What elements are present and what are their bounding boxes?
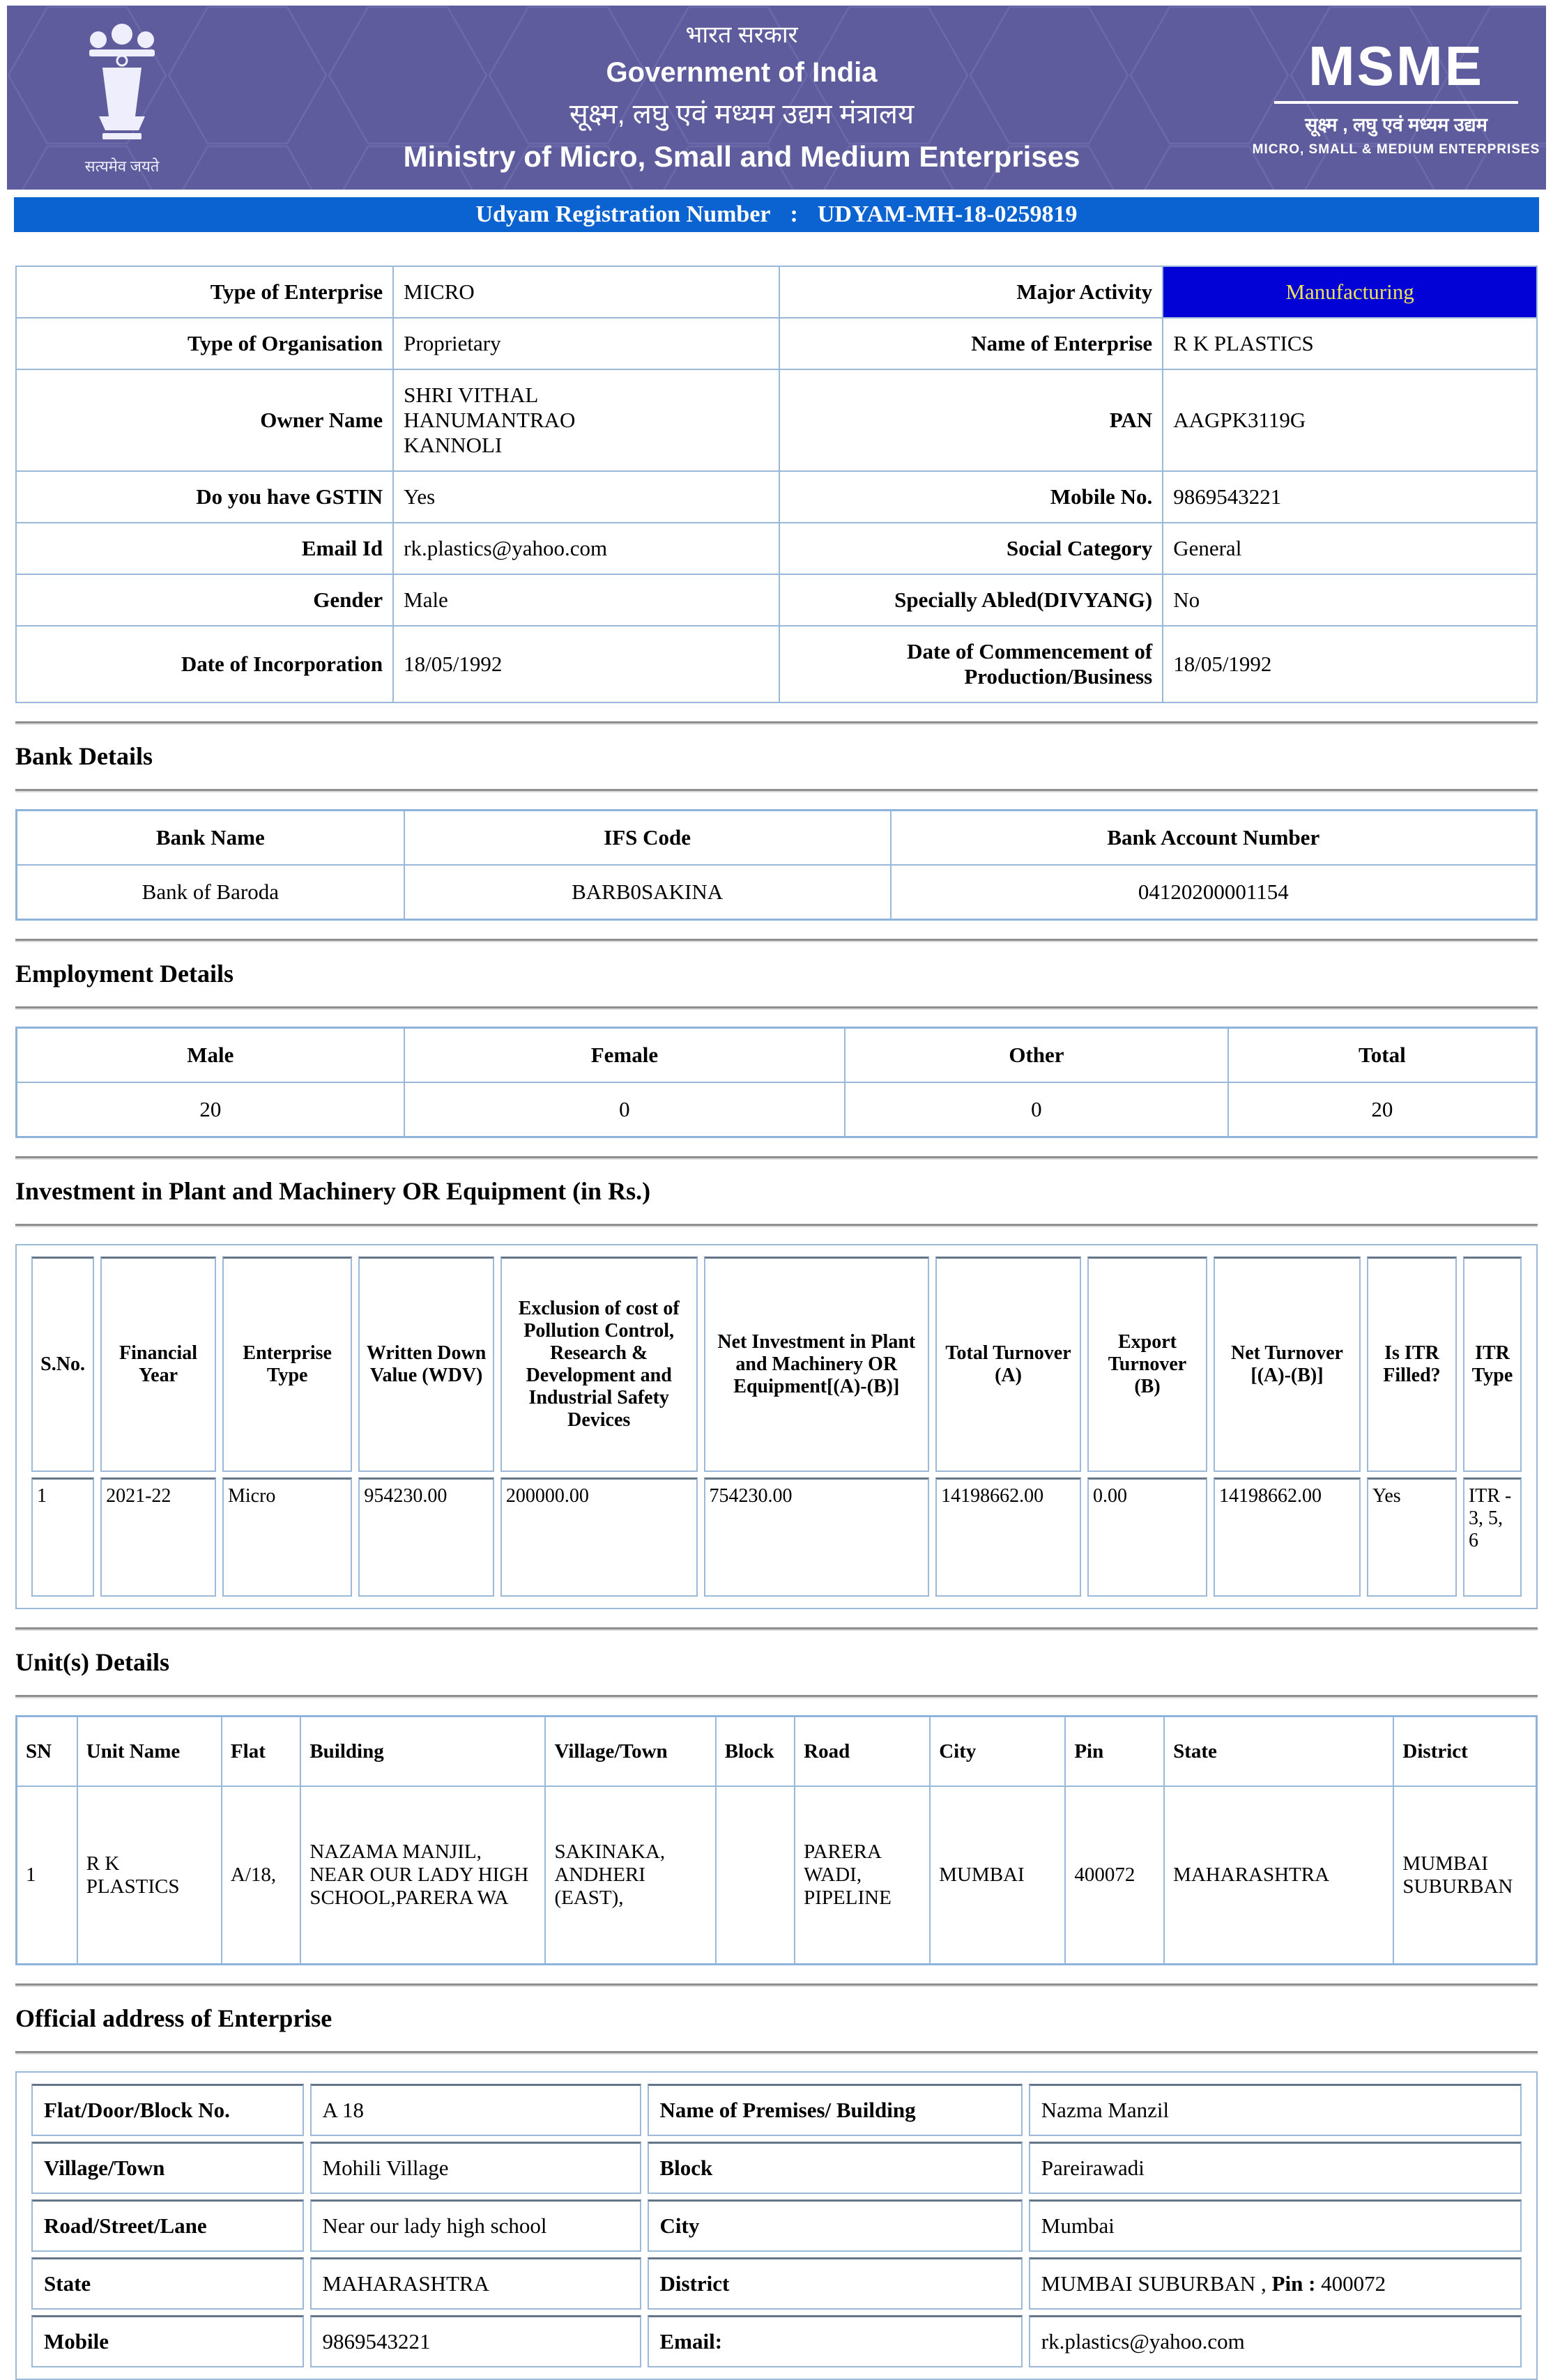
- other-count: 0: [845, 1082, 1228, 1137]
- udyam-registration-bar: [14, 197, 1539, 232]
- unit-building-value: NAZAMA MANJIL, NEAR OUR LADY HIGH SCHOOL,PARERA WA: [300, 1786, 545, 1965]
- table-row: [31, 2084, 1522, 2136]
- bank-account-number-value: 04120200001154: [891, 865, 1537, 920]
- road-street-lane-label: Road/Street/Lane: [31, 2199, 304, 2252]
- gstin-value: Yes: [393, 471, 779, 523]
- banner-line-hindi-ministry: सूक्ष्म, लघु एवं मध्यम उद्यम मंत्रालय: [569, 99, 915, 130]
- unit-sn-value: 1: [17, 1786, 77, 1965]
- enterprise-type-header: Enterprise Type: [222, 1257, 352, 1472]
- table-row: [16, 369, 1537, 471]
- mobile-no-value: 9869543221: [1163, 471, 1537, 523]
- gender-label: Gender: [16, 574, 393, 626]
- table-row: [31, 2315, 1522, 2367]
- table-header-row: [17, 811, 1537, 866]
- road-street-lane-value: Near our lady high school: [310, 2199, 641, 2252]
- section-divider: [15, 1983, 1538, 1986]
- email-label: Email:: [648, 2315, 1023, 2367]
- itr-type-value: ITR - 3, 5, 6: [1463, 1477, 1522, 1597]
- section-divider: [15, 1224, 1538, 1226]
- employment-details-table: [15, 1027, 1538, 1138]
- pan-value: AAGPK3119G: [1163, 369, 1537, 471]
- registration-number-separator: :: [790, 201, 798, 227]
- bank-name-header: Bank Name: [17, 811, 404, 866]
- table-row: [17, 1786, 1537, 1965]
- table-row: [16, 266, 1537, 318]
- unit-name-value: R K PLASTICS: [77, 1786, 222, 1965]
- total-count: 20: [1228, 1082, 1537, 1137]
- building-header: Building: [300, 1717, 545, 1787]
- enterprise-details-table: [15, 266, 1538, 703]
- section-divider: [15, 1627, 1538, 1629]
- export-turnover-value: 0.00: [1087, 1477, 1207, 1597]
- table-row: [16, 626, 1537, 703]
- total-turnover-value: 14198662.00: [935, 1477, 1081, 1597]
- specially-abled-label: Specially Abled(DIVYANG): [779, 574, 1163, 626]
- unit-road-value: PARERA WADI, PIPELINE: [795, 1786, 930, 1965]
- section-divider: [15, 2051, 1538, 2053]
- banner-titles: [237, 20, 1246, 176]
- unit-flat-value: A/18,: [222, 1786, 300, 1965]
- type-of-organisation-value: Proprietary: [393, 318, 779, 369]
- mobile-label: Mobile: [31, 2315, 304, 2367]
- owner-name-label: Owner Name: [16, 369, 393, 471]
- investment-title: Investment in Plant and Machinery OR Equipment (in Rs.): [15, 1177, 651, 1205]
- pin-label: Pin :: [1271, 2271, 1316, 2296]
- net-investment-header: Net Investment in Plant and Machinery OR Equipment[(A)-(B)]: [704, 1257, 930, 1472]
- table-row: [31, 2142, 1522, 2194]
- mobile-no-label: Mobile No.: [779, 471, 1163, 523]
- major-activity-label: Major Activity: [779, 266, 1163, 318]
- major-activity-value: Manufacturing: [1163, 266, 1537, 318]
- date-of-incorporation-label: Date of Incorporation: [16, 626, 393, 703]
- type-of-enterprise-label: Type of Enterprise: [16, 266, 393, 318]
- date-of-commencement-label: Date of Commencement of Production/Business: [779, 626, 1163, 703]
- section-divider: [15, 1006, 1538, 1008]
- section-divider: [15, 789, 1538, 791]
- premises-building-label: Name of Premises/ Building: [648, 2084, 1023, 2136]
- flat-door-block-label: Flat/Door/Block No.: [31, 2084, 304, 2136]
- msme-logo: [1246, 34, 1546, 158]
- section-divider: [15, 721, 1538, 723]
- table-row: [16, 471, 1537, 523]
- village-town-label: Village/Town: [31, 2142, 304, 2194]
- section-divider: [15, 939, 1538, 941]
- table-header-row: [17, 1028, 1537, 1083]
- specially-abled-value: No: [1163, 574, 1537, 626]
- net-turnover-value: 14198662.00: [1214, 1477, 1361, 1597]
- govt-header-banner: [7, 6, 1546, 190]
- official-address-box: [15, 2071, 1538, 2380]
- name-of-enterprise-label: Name of Enterprise: [779, 318, 1163, 369]
- table-row: [16, 523, 1537, 574]
- district-header: District: [1393, 1717, 1536, 1787]
- wdv-value: 954230.00: [358, 1477, 494, 1597]
- net-turnover-header: Net Turnover [(A)-(B)]: [1214, 1257, 1361, 1472]
- social-category-label: Social Category: [779, 523, 1163, 574]
- registration-number-value: UDYAM-MH-18-0259819: [817, 201, 1078, 227]
- table-row: [31, 1477, 1522, 1597]
- state-value: MAHARASHTRA: [310, 2257, 641, 2310]
- city-label: City: [648, 2199, 1023, 2252]
- date-of-commencement-value: 18/05/1992: [1163, 626, 1537, 703]
- unit-city-value: MUMBAI: [930, 1786, 1065, 1965]
- banner-line-govt-of-india: Government of India: [606, 57, 878, 88]
- village-town-value: Mohili Village: [310, 2142, 641, 2194]
- section-divider: [15, 1156, 1538, 1158]
- table-row: [31, 2199, 1522, 2252]
- city-header: City: [930, 1717, 1065, 1787]
- block-header: Block: [716, 1717, 795, 1787]
- investment-table-box: [15, 1244, 1538, 1609]
- registration-number-label: Udyam Registration Number: [475, 201, 771, 227]
- sn-header: SN: [17, 1717, 77, 1787]
- premises-building-value: Nazma Manzil: [1029, 2084, 1522, 2136]
- unit-name-header: Unit Name: [77, 1717, 222, 1787]
- wdv-header: Written Down Value (WDV): [358, 1257, 494, 1472]
- flat-door-block-value: A 18: [310, 2084, 641, 2136]
- pan-label: PAN: [779, 369, 1163, 471]
- bank-details-table: [15, 809, 1538, 921]
- net-investment-value: 754230.00: [704, 1477, 930, 1597]
- block-label: Block: [648, 2142, 1023, 2194]
- total-turnover-header: Total Turnover (A): [935, 1257, 1081, 1472]
- official-address-title: Official address of Enterprise: [15, 2004, 332, 2032]
- email-value: rk.plastics@yahoo.com: [1029, 2315, 1522, 2367]
- owner-name-value: SHRI VITHAL HANUMANTRAO KANNOLI: [393, 369, 779, 471]
- financial-year-value: 2021-22: [100, 1477, 216, 1597]
- msme-logo-hindi: सूक्ष्म , लघु एवं मध्यम उद्यम: [1305, 114, 1487, 135]
- unit-village-town-value: SAKINAKA, ANDHERI (EAST),: [545, 1786, 715, 1965]
- state-header: State: [1164, 1717, 1393, 1787]
- exclusion-cost-value: 200000.00: [500, 1477, 698, 1597]
- date-of-incorporation-value: 18/05/1992: [393, 626, 779, 703]
- enterprise-type-value: Micro: [222, 1477, 352, 1597]
- unit-pin-value: 400072: [1065, 1786, 1164, 1965]
- male-header: Male: [17, 1028, 404, 1083]
- gstin-label: Do you have GSTIN: [16, 471, 393, 523]
- city-value: Mumbai: [1029, 2199, 1522, 2252]
- export-turnover-header: Export Turnover (B): [1087, 1257, 1207, 1472]
- emblem-motto: सत्यमेव जयते: [84, 158, 160, 175]
- name-of-enterprise-value: R K PLASTICS: [1163, 318, 1537, 369]
- investment-table: [25, 1251, 1528, 1602]
- district-label: District: [648, 2257, 1023, 2310]
- female-header: Female: [404, 1028, 845, 1083]
- pin-value: 400072: [1321, 2271, 1386, 2296]
- itr-type-header: ITR Type: [1463, 1257, 1522, 1472]
- gender-value: Male: [393, 574, 779, 626]
- district-value: MUMBAI SUBURBAN , Pin : 400072: [1029, 2257, 1522, 2310]
- email-id-label: Email Id: [16, 523, 393, 574]
- block-value: Pareirawadi: [1029, 2142, 1522, 2194]
- type-of-enterprise-value: MICRO: [393, 266, 779, 318]
- msme-logo-english: MICRO, SMALL & MEDIUM ENTERPRISES: [1252, 141, 1540, 157]
- ifs-code-value: BARB0SAKINA: [404, 865, 891, 920]
- road-header: Road: [795, 1717, 930, 1787]
- official-address-table: [25, 2078, 1528, 2373]
- section-divider: [15, 1695, 1538, 1697]
- units-details-title: Unit(s) Details: [15, 1648, 169, 1676]
- table-row: [16, 318, 1537, 369]
- table-row: [31, 2257, 1522, 2310]
- exclusion-cost-header: Exclusion of cost of Pollution Control, Research & Development and Industrial Safety Devices: [500, 1257, 698, 1472]
- india-emblem-block: [7, 19, 237, 176]
- employment-details-title: Employment Details: [15, 960, 234, 988]
- male-count: 20: [17, 1082, 404, 1137]
- msme-logo-rule: [1274, 101, 1518, 104]
- unit-block-value: [716, 1786, 795, 1965]
- bank-account-number-header: Bank Account Number: [891, 811, 1537, 866]
- banner-line-ministry: Ministry of Micro, Small and Medium Enterprises: [403, 140, 1080, 173]
- total-header: Total: [1228, 1028, 1537, 1083]
- table-header-row: [31, 1257, 1522, 1472]
- unit-state-value: MAHARASHTRA: [1164, 1786, 1393, 1965]
- units-details-table: [15, 1715, 1538, 1965]
- unit-district-value: MUMBAI SUBURBAN: [1393, 1786, 1536, 1965]
- ashoka-emblem-icon: [70, 19, 174, 151]
- type-of-organisation-label: Type of Organisation: [16, 318, 393, 369]
- village-town-header: Village/Town: [545, 1717, 715, 1787]
- mobile-value: 9869543221: [310, 2315, 641, 2367]
- female-count: 0: [404, 1082, 845, 1137]
- table-row: [17, 865, 1537, 920]
- banner-line-hindi-govt: भारत सरकार: [685, 21, 798, 48]
- state-label: State: [31, 2257, 304, 2310]
- flat-header: Flat: [222, 1717, 300, 1787]
- sno-header: S.No.: [31, 1257, 94, 1472]
- msme-logo-mark: MSME: [1308, 34, 1484, 97]
- social-category-value: General: [1163, 523, 1537, 574]
- bank-name-value: Bank of Baroda: [17, 865, 404, 920]
- other-header: Other: [845, 1028, 1228, 1083]
- is-itr-filled-header: Is ITR Filled?: [1367, 1257, 1457, 1472]
- table-row: [17, 1082, 1537, 1137]
- sno-value: 1: [31, 1477, 94, 1597]
- financial-year-header: Financial Year: [100, 1257, 216, 1472]
- is-itr-filled-value: Yes: [1367, 1477, 1457, 1597]
- table-row: [16, 574, 1537, 626]
- bank-details-title: Bank Details: [15, 742, 153, 770]
- email-id-value: rk.plastics@yahoo.com: [393, 523, 779, 574]
- ifs-code-header: IFS Code: [404, 811, 891, 866]
- pin-header: Pin: [1065, 1717, 1164, 1787]
- table-header-row: [17, 1717, 1537, 1787]
